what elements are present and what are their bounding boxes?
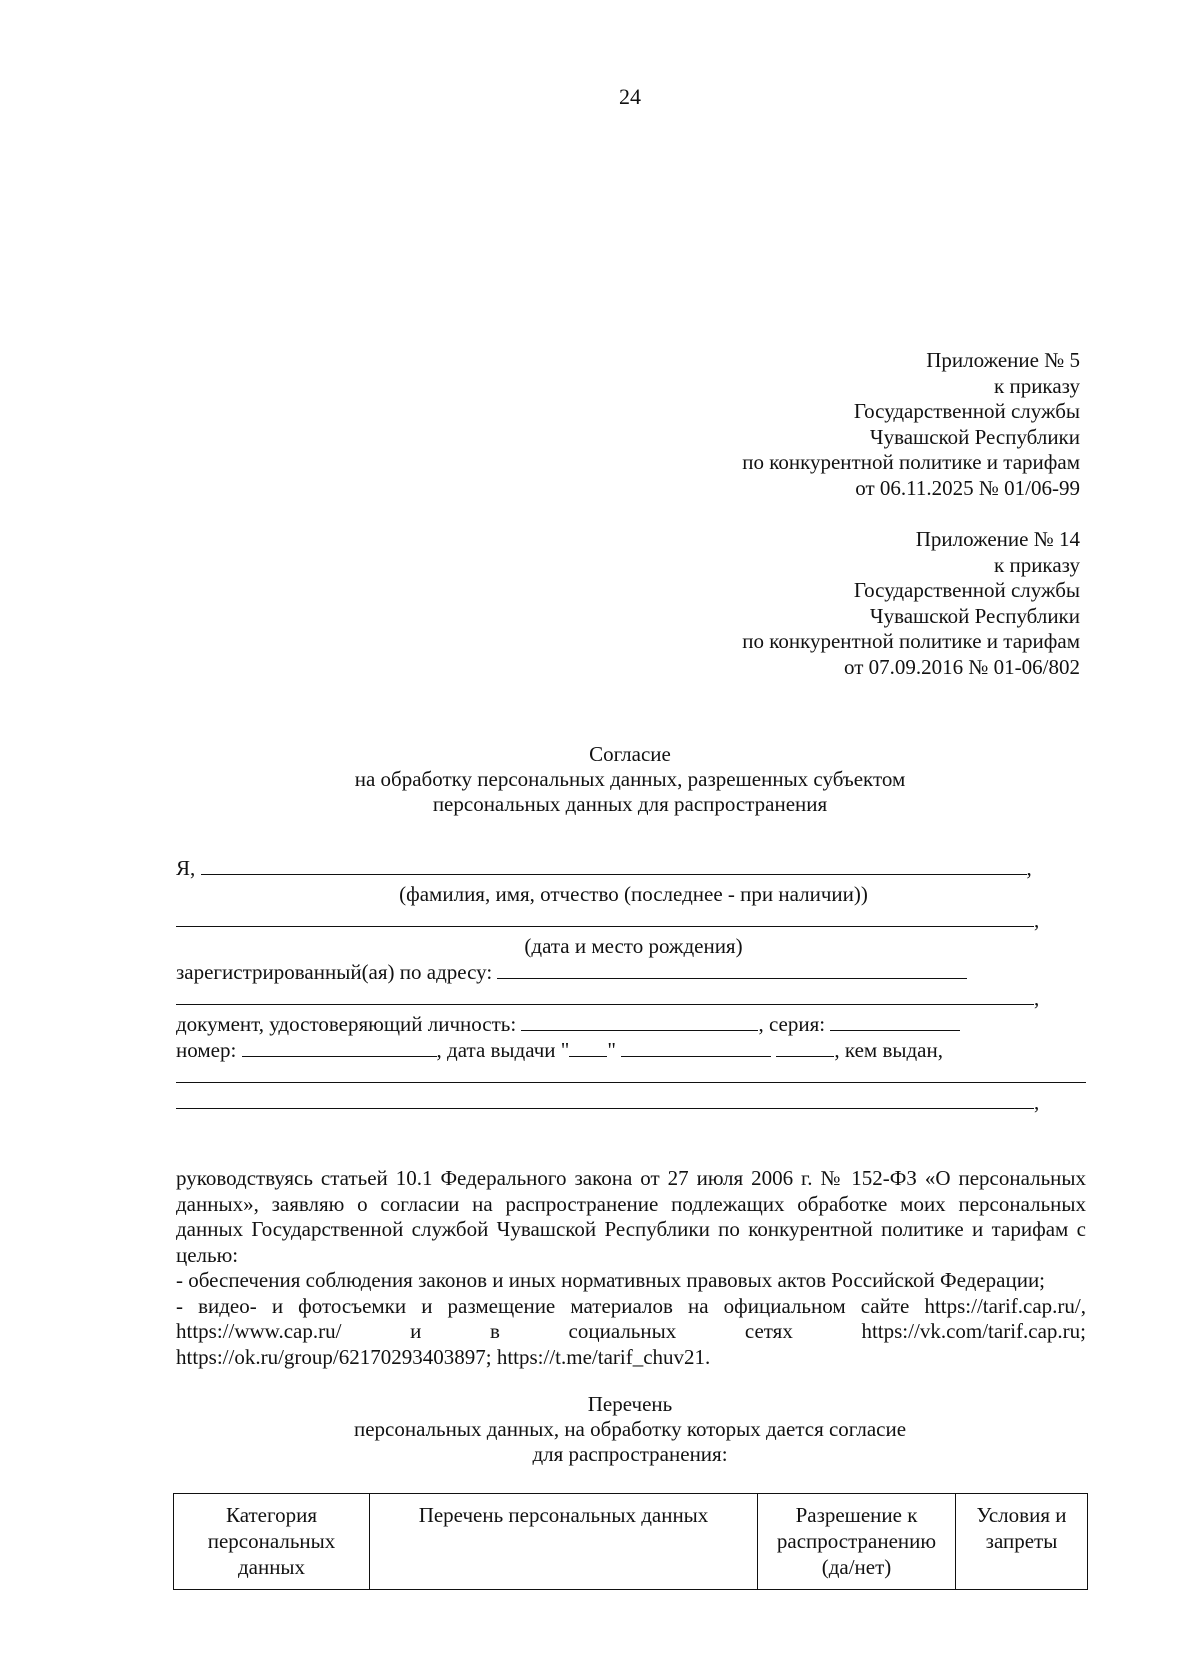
purpose-item-1: - обеспечения соблюдения законов и иных нормативных правовых актов Российской Федерации; bbox=[176, 1268, 1046, 1292]
consent-form bbox=[176, 855, 1091, 1115]
appendix-line: к приказу bbox=[994, 373, 1080, 398]
birth-input-line[interactable] bbox=[176, 908, 1034, 927]
appendix-5-header bbox=[742, 348, 1080, 501]
issue-year-input-line[interactable] bbox=[776, 1038, 834, 1057]
document-row bbox=[176, 1011, 1091, 1037]
appendix-line: Чувашской Республики bbox=[869, 424, 1080, 449]
page-number: 24 bbox=[619, 84, 641, 109]
title-line: для распространения: bbox=[532, 1442, 728, 1466]
consent-paragraph: руководствуясь статьей 10.1 Федерального закона от 27 июля 2006 г. № 152-ФЗ «О персональных данных», заявляю о согласии на распространение подлежащих обработке моих персональных данных Государственной службой Чувашской Республики по конкурентной политике и тарифам с целью: bbox=[176, 1166, 1086, 1267]
issue-date-label: , дата выдачи " bbox=[436, 1038, 570, 1062]
purpose-item-2: - видео- и фотосъемки и размещение материалов на официальном сайте https://tarif.cap.ru/, https://www.cap.ru/ и в социальных сетях https://vk.com/tarif.cap.ru; https://ok.ru/group/62170293403897; https://t.me/tarif_chuv21. bbox=[176, 1293, 1086, 1369]
issued-by-input-line[interactable] bbox=[176, 1064, 1086, 1083]
series-input-line[interactable] bbox=[830, 1012, 960, 1031]
issued-by-label: , кем выдан, bbox=[834, 1038, 943, 1062]
i-label: Я, bbox=[176, 856, 196, 880]
appendix-line: Приложение № 14 bbox=[915, 527, 1080, 551]
header-conditions: Условия и запреты bbox=[956, 1494, 1088, 1590]
fio-input-line[interactable] bbox=[201, 856, 1027, 875]
title-line: персональных данных для распространения bbox=[432, 792, 828, 816]
title-line: Перечень bbox=[587, 1392, 673, 1416]
appendix-line: Государственной службы bbox=[853, 578, 1080, 602]
number-row: номер: , дата выдачи " " , кем выдан, bbox=[176, 1038, 943, 1062]
birth-caption: (дата и место рождения) bbox=[524, 934, 743, 958]
issue-day-input-line[interactable] bbox=[569, 1038, 607, 1057]
appendix-line: от 06.11.2025 № 01/06-99 bbox=[855, 475, 1080, 500]
header-data-list: Перечень персональных данных bbox=[370, 1494, 758, 1590]
document-input-line[interactable] bbox=[521, 1012, 758, 1031]
address-input-line[interactable] bbox=[497, 960, 967, 979]
personal-data-table bbox=[173, 1493, 1088, 1590]
number-input-line[interactable] bbox=[242, 1038, 437, 1057]
issued-by-row-2: , bbox=[176, 1089, 1091, 1115]
registered-label: зарегистрированный(ая) по адресу: bbox=[176, 960, 493, 984]
appendix-line: Чувашской Республики bbox=[869, 603, 1080, 628]
issue-month-input-line[interactable] bbox=[621, 1038, 771, 1057]
appendix-line: Государственной службы bbox=[853, 399, 1080, 423]
appendix-line: от 07.09.2016 № 01-06/802 bbox=[843, 654, 1080, 679]
header-permission: Разрешение к распространению (да/нет) bbox=[758, 1494, 956, 1590]
table-header-row bbox=[174, 1494, 1088, 1590]
series-label: , серия: bbox=[758, 1012, 826, 1036]
number-label: номер: bbox=[176, 1038, 237, 1062]
title-line: на обработку персональных данных, разрешенных субъектом bbox=[354, 767, 906, 791]
address-row-2: , bbox=[176, 985, 1091, 1011]
document-label: документ, удостоверяющий личность: bbox=[176, 1012, 517, 1036]
consent-title bbox=[175, 742, 1085, 817]
header-category: Категория персональных данных bbox=[174, 1494, 370, 1590]
fio-caption: (фамилия, имя, отчество (последнее - при наличии)) bbox=[399, 882, 868, 906]
issued-by-row bbox=[176, 1063, 1091, 1089]
appendix-line: к приказу bbox=[994, 552, 1080, 577]
fio-row: Я, , bbox=[176, 856, 1032, 880]
appendix-line: Приложение № 5 bbox=[926, 348, 1080, 372]
title-line: персональных данных, на обработку которых дается согласие bbox=[353, 1417, 907, 1441]
address-row bbox=[176, 959, 1091, 985]
birth-row: , bbox=[176, 907, 1091, 933]
appendix-line: по конкурентной политике и тарифам bbox=[742, 629, 1080, 653]
appendix-14-header bbox=[742, 527, 1080, 680]
appendix-line: по конкурентной политике и тарифам bbox=[742, 450, 1080, 474]
title-line: Согласие bbox=[589, 742, 671, 766]
issued-by-input-line-2[interactable] bbox=[176, 1090, 1034, 1109]
list-title bbox=[175, 1392, 1085, 1467]
address-input-line-2[interactable] bbox=[176, 986, 1034, 1005]
consent-body bbox=[176, 1166, 1086, 1370]
